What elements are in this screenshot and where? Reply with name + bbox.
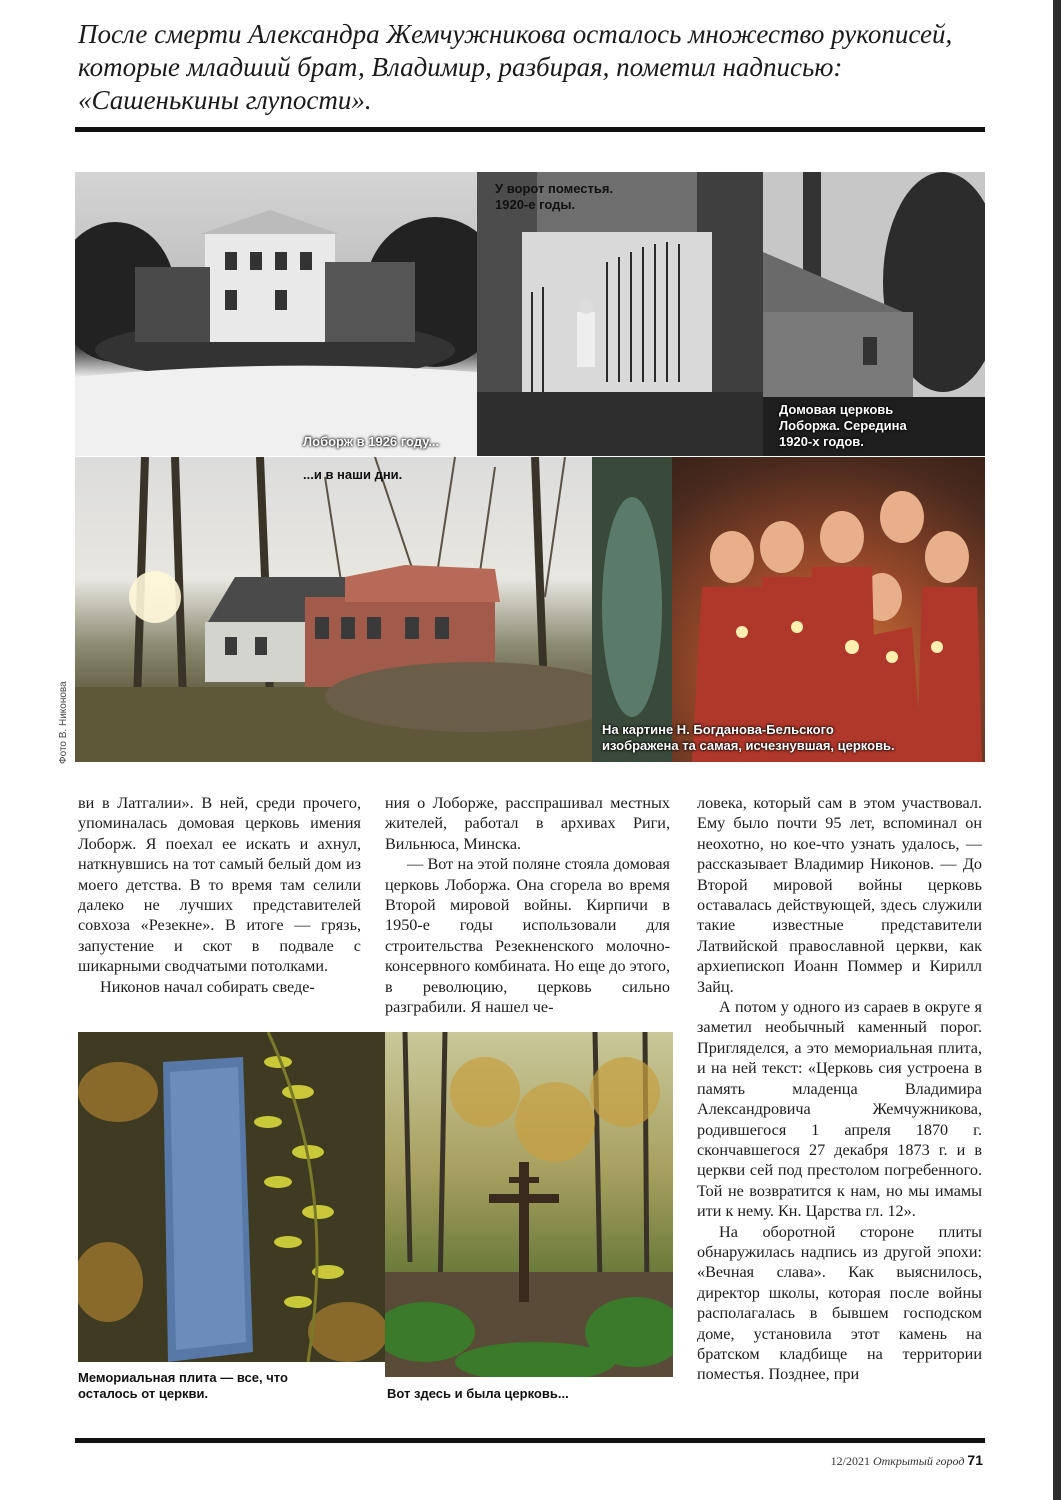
col1-paragraph: ви в Латгалии». В ней, среди прочего, упоминалась домовая церковь имения Лоборж. Я поехал ее искать и ахнул, наткнувшись на тот самый белый дом из моего детства. В то время там селили далеко не лучших представителей совхоза «Резекне». В итоге — грязь, запустение и скот в подвале с шикарными сводчатыми потолками. xyxy=(78,794,361,976)
caption-manor-today: ...и в наши дни. xyxy=(303,467,403,482)
caption-gate-1920s: У ворот поместья. 1920-е годы. xyxy=(495,181,614,212)
footer-publication: Открытый город xyxy=(872,1454,965,1468)
text-column-2 xyxy=(385,793,670,1017)
photo-cross-site xyxy=(385,1032,673,1377)
photo-painting-bogdanov-belsky xyxy=(592,457,985,762)
col3-paragraph: А потом у одного из сараев в округе я заметил необычный каменный порог. Пригляделся, а это мемориальная плита, и на ней текст: «Церковь сия устроена в память младенца Владимира Александровича Жемчужникова, родившегося 1 апреля 1870 г. скончавшегося 27 декабря 1873 г. и в церкви сей под престолом погребенного. Той не возвратится к нам, но мы имамы ити к нему. Кн. Царства гл. 12». xyxy=(697,998,982,1221)
header-rule xyxy=(75,127,985,132)
page-footer xyxy=(831,1452,983,1469)
photo-memorial-plate xyxy=(78,1032,385,1362)
caption-cross-site: Вот здесь и была церковь... xyxy=(387,1386,569,1401)
photo-church-1920s xyxy=(763,172,985,456)
caption-memorial-plate: Мемориальная плита — все, что осталось от церкви. xyxy=(78,1370,288,1401)
photo-gate-1920s xyxy=(477,172,763,456)
page-edge-bar xyxy=(1053,0,1061,1500)
text-column-1 xyxy=(78,793,361,997)
text-column-3 xyxy=(697,793,982,1385)
intro-lead: После смерти Александра Жемчужникова осталось множество рукописей, которые младший брат, Владимир, разбирая, пометил надписью: «Сашенькины глупости». xyxy=(78,19,953,115)
photo-credit: Фото В. Никонова xyxy=(58,681,69,764)
caption-church-1920s: Домовая церковь Лоборжа. Середина 1920-х годов. xyxy=(779,402,907,449)
col2-paragraph: — Вот на этой поляне стояла домовая церковь Лоборжа. Она сгорела во время Второй мировой войны. Кирпичи в 1950-е годы использовали для строительства Резекненского молочно-консервного комбината. Но еще до этого, в революцию, церковь сильно разграбили. Я нашел че- xyxy=(385,855,670,1017)
footer-issue: 12/2021 xyxy=(830,1454,870,1468)
caption-manor-1926: Лоборж в 1926 году... xyxy=(303,434,440,449)
caption-painting: На картине Н. Богданова-Бельского изображена та самая, исчезнувшая, церковь. xyxy=(602,722,895,753)
footer-page-number: 71 xyxy=(967,1452,983,1468)
photo-manor-today xyxy=(75,457,592,762)
col3-paragraph: ловека, который сам в этом участвовал. Ему было почти 95 лет, вспоминал он неохотно, но кое-что узнать удалось, — рассказывает Владимир Никонов. — До Второй мировой войны церковь оставалась действующей, здесь служили такие известные представители Латвийской православной церкви, как архиепископ Иоанн Поммер и Кирилл Зайц. xyxy=(697,794,982,996)
col2-paragraph: ния о Лоборже, расспрашивал местных жителей, работал в архивах Риги, Вильнюса, Минска. xyxy=(385,794,670,853)
col1-paragraph: Никонов начал собирать сведе- xyxy=(100,977,315,996)
col3-paragraph: На оборотной стороне плиты обнаружилась надпись из другой эпохи: «Вечная слава». Как выяснилось, директор школы, которая после войны располагалась в бывшем господском доме, установила этот камень на братском кладбище на территории поместья. Позднее, при xyxy=(697,1222,982,1384)
footer-rule xyxy=(75,1438,985,1443)
photo-manor-1926 xyxy=(75,172,477,456)
